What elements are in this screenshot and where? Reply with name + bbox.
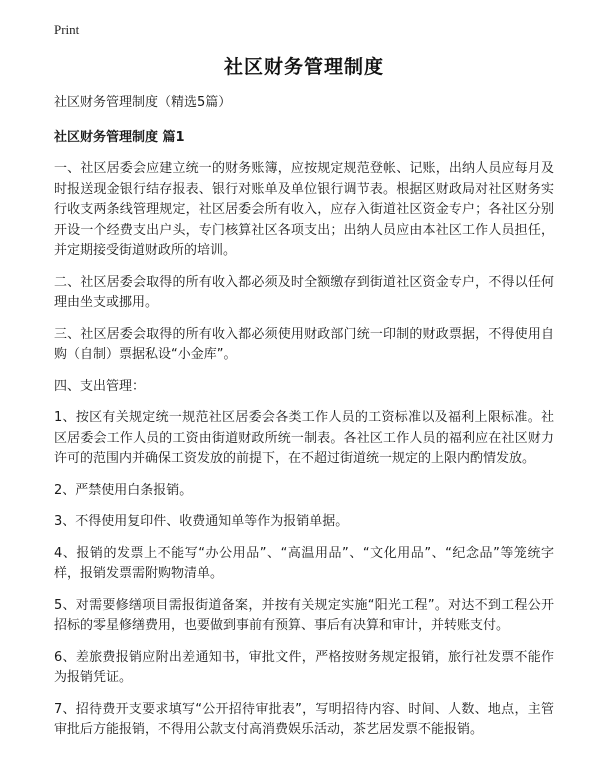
- paragraph: 一、社区居委会应建立统一的财务账簿，应按规定规范登帐、记账，出纳人员应每月及时报送现金银行结存报表、银行对账单及单位银行调节表。根据区财政局对社区财务实行收支两条线管理规定，社区居委会所有收入，应存入街道社区资金专户；各社区分别开设一个经费支出户头，专门核算社区各项支出；出纳人员应由本社区工作人员担任，并定期接受街道财政所的培训。: [54, 161, 554, 258]
- paragraph: 6、差旅费报销应附出差通知书，审批文件，严格按财务规定报销，旅行社发票不能作为报销凭证。: [54, 649, 554, 685]
- paragraph: 4、报销的发票上不能写“办公用品”、“高温用品”、“文化用品”、“纪念品”等笼统字样，报销发票需附购物清单。: [54, 545, 554, 581]
- document-body: [54, 52, 554, 752]
- document-subtitle: 社区财务管理制度（精选5篇）: [54, 95, 232, 110]
- paragraph: 7、招待费开支要求填写“公开招待审批表”，写明招待内容、时间、人数、地点，主管审批后方能报销，不得用公款支付高消费娱乐活动，茶艺居发票不能报销。: [54, 701, 554, 737]
- paragraph: 四、支出管理：: [54, 378, 146, 394]
- page-title: 社区财务管理制度: [223, 56, 384, 78]
- print-link[interactable]: Print: [54, 22, 80, 37]
- paragraph: 5、对需要修缮项目需报街道备案，并按有关规定实施“阳光工程”。对达不到工程公开招标的零星修缮费用，也要做到事前有预算、事后有决算和审计，并转账支付。: [54, 597, 554, 633]
- paragraph: 二、社区居委会取得的所有收入都必须及时全额缴存到街道社区资金专户，不得以任何理由坐支或挪用。: [54, 274, 554, 310]
- paragraph: 1、按区有关规定统一规范社区居委会各类工作人员的工资标准以及福利上限标准。社区居委会工作人员的工资由街道财政所统一制表。各社区工作人员的福利应在社区财力许可的范围内并确保工资发放的前提下，在不超过街道统一规定的上限内酌情发放。: [54, 410, 554, 466]
- section-heading: 社区财务管理制度 篇1: [54, 130, 185, 145]
- paragraph: 三、社区居委会取得的所有收入都必须使用财政部门统一印制的财政票据，不得使用自购（自制）票据私设“小金库”。: [54, 326, 554, 362]
- paragraph: 3、不得使用复印件、收费通知单等作为报销单据。: [54, 514, 349, 529]
- paragraph: 2、严禁使用白条报销。: [54, 482, 193, 498]
